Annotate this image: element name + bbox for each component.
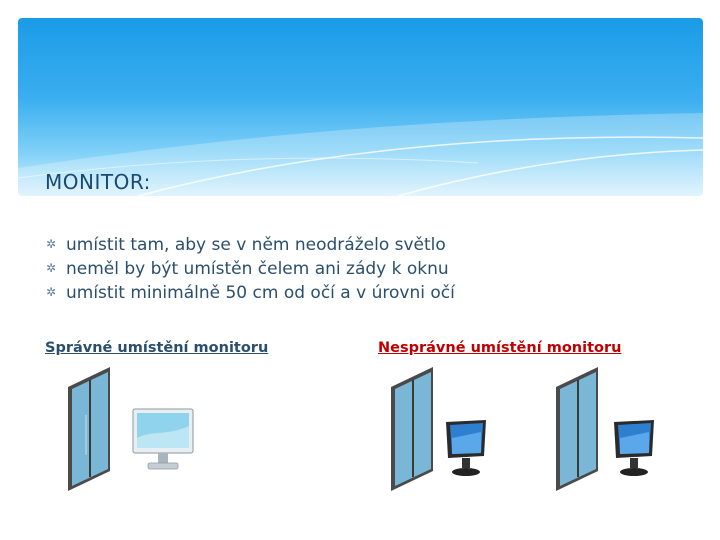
window-icon xyxy=(62,365,114,495)
lcd-monitor-icon xyxy=(610,418,658,478)
star-bullet-icon: ✲ xyxy=(46,261,57,275)
caption-correct-placement: Správné umístění monitoru xyxy=(45,340,269,356)
bullet-item: ✲ umístit minimálně 50 cm od očí a v úrovni očí xyxy=(46,283,455,303)
bullet-item: ✲ neměl by být umístěn čelem ani zády k oknu xyxy=(46,259,449,279)
caption-incorrect-placement: Nesprávné umístění monitoru xyxy=(378,340,622,356)
bullet-item: ✲ umístit tam, aby se v něm neodráželo světlo xyxy=(46,235,446,255)
slide-title: MONITOR: xyxy=(45,170,151,194)
bullet-list xyxy=(46,233,455,305)
window-icon xyxy=(385,365,437,495)
window-icon xyxy=(550,365,602,495)
star-bullet-icon: ✲ xyxy=(46,285,57,299)
flat-monitor-icon xyxy=(132,408,194,474)
star-bullet-icon: ✲ xyxy=(46,237,57,251)
lcd-monitor-icon xyxy=(442,418,490,478)
